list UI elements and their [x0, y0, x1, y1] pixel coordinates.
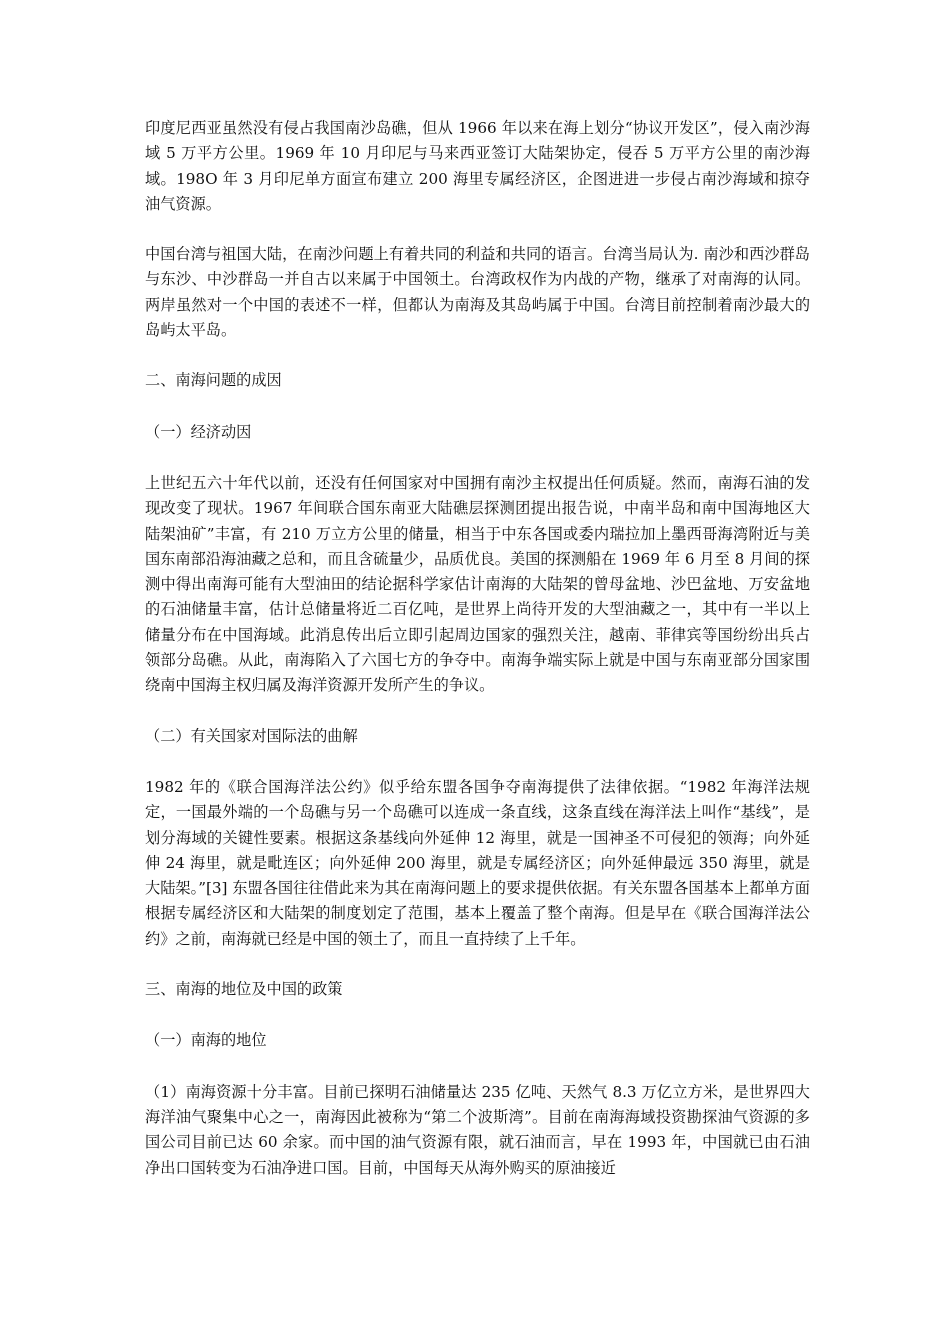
document-page [145, 116, 810, 1181]
paragraph-economic-motive: 上世纪五六十年代以前，还没有任何国家对中国拥有南沙主权提出任何质疑。然而，南海石油的发现改变了现状。1967 年间联合国东南亚大陆礁层探测团提出报告说，中南半岛和南中国海地区大陆架油矿”丰富，有 210 万立方公里的储量，相当于中东各国或委内瑞拉加上墨西哥海湾附近与美国东南部沿海油藏之总和，而且含硫量少，品质优良。美国的探测船在 1969 年 6 月至 8 月间的探测中得出南海可能有大型油田的结论据科学家估计南海的大陆架的曾母盆地、沙巴盆地、万安盆地的石油储量丰富，估计总储量将近二百亿吨，是世界上尚待开发的大型油藏之一，其中有一半以上储量分布在中国海域。此消息传出后立即引起周边国家的强烈关注，越南、菲律宾等国纷纷出兵占领部分岛礁。从此，南海陷入了六国七方的争夺中。南海争端实际上就是中国与东南亚部分国家围绕南中国海主权归属及海洋资源开发所产生的争议。 [145, 473, 810, 695]
subsection-heading-economic: （一）经济动因 [145, 422, 252, 441]
section-heading-status-policy: 三、南海的地位及中国的政策 [145, 980, 343, 999]
paragraph-indonesia: 印度尼西亚虽然没有侵占我国南沙岛礁，但从 1966 年以来在海上划分“协议开发区”，侵入南沙海域 5 万平方公里。1969 年 10 月印尼与马来西亚签订大陆架协定，侵吞 5 万平方公里的南沙海域。198O 年 3 月印尼单方面宣布建立 200 海里专属经济区，企图进进一步侵占南沙海域和掠夺油气资源。 [145, 119, 810, 213]
subsection-heading-international-law: （二）有关国家对国际法的曲解 [145, 726, 358, 745]
paragraph-law-of-sea: 1982 年的《联合国海洋法公约》似乎给东盟各国争夺南海提供了法律依据。“1982 年海洋法规定，一国最外端的一个岛礁与另一个岛礁可以连成一条直线，这条直线在海洋法上叫作“基线”，是划分海域的关键性要素。根据这条基线向外延伸 12 海里，就是一国神圣不可侵犯的领海；向外延伸 24 海里，就是毗连区；向外延伸 200 海里，就是专属经济区；向外延伸最远 350 海里，就是大陆架。”[3] 东盟各国往往借此来为其在南海问题上的要求提供依据。有关东盟各国基本上都单方面根据专属经济区和大陆架的制度划定了范围，基本上覆盖了整个南海。但是早在《联合国海洋法公约》之前，南海就已经是中国的领土了，而且一直持续了上千年。 [145, 777, 810, 948]
section-heading-causes: 二、南海问题的成因 [145, 371, 282, 390]
paragraph-resources: （1）南海资源十分丰富。目前已探明石油储量达 235 亿吨、天然气 8.3 万亿立方米，是世界四大海洋油气聚集中心之一，南海因此被称为“第二个波斯湾”。目前在南海海域投资勘探油气资源的多国公司目前已达 60 余家。而中国的油气资源有限，就石油而言，早在 1993 年，中国就已由石油净出口国转变为石油净进口国。目前，中国每天从海外购买的原油接近 [145, 1082, 810, 1177]
subsection-heading-status: （一）南海的地位 [145, 1031, 267, 1050]
paragraph-taiwan: 中国台湾与祖国大陆，在南沙问题上有着共同的利益和共同的语言。台湾当局认为. 南沙和西沙群岛与东沙、中沙群岛一并自古以来属于中国领土。台湾政权作为内战的产物，继承了对南海的认同。两岸虽然对一个中国的表述不一样，但都认为南海及其岛屿属于中国。台湾目前控制着南沙最大的岛屿太平岛。 [145, 245, 810, 340]
